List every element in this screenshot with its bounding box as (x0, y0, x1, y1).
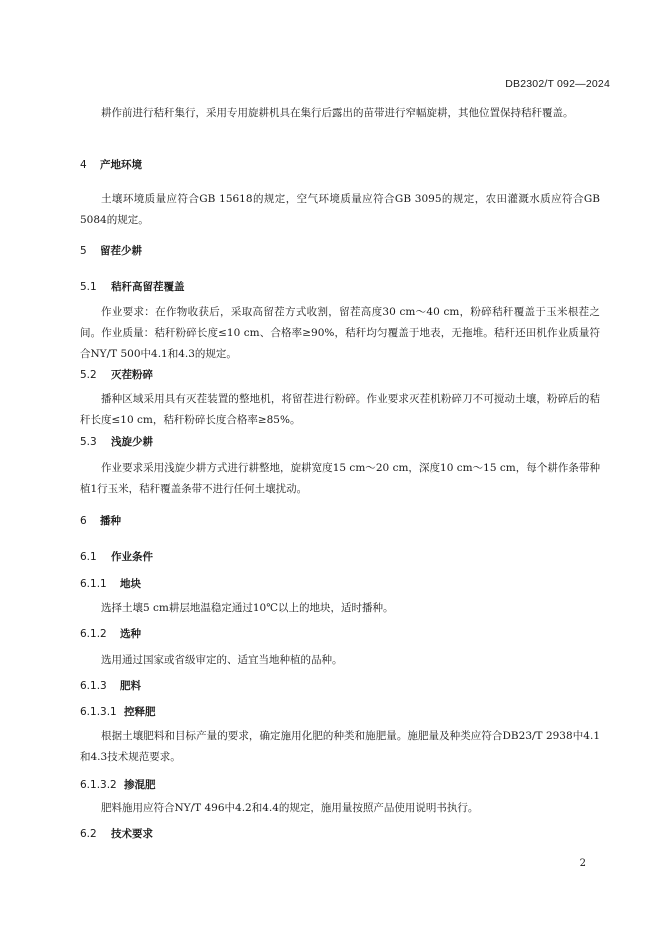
subsection-heading (80, 626, 600, 642)
section-title: 作业条件 (111, 551, 153, 563)
subsection-heading (80, 777, 600, 793)
section-number: 6.1 (80, 551, 97, 563)
section-heading (80, 513, 600, 529)
section-number: 6 (80, 515, 87, 527)
section-number: 6.1.1 (80, 578, 107, 590)
subsection-heading (80, 367, 600, 383)
subsection-heading (80, 678, 600, 694)
section-number: 6.1.2 (80, 628, 107, 640)
paragraph: 作业要求：在作物收获后，采取高留茬方式收割，留茬高度30 cm～40 cm，粉碎秸秆覆盖于玉米根茬之间。作业质量：秸秆粉碎长度≤10 cm、合格率≥90%，秸秆均匀覆盖于地表，无拖堆。秸秆还田机作业质量符合NY/T 500中4.1和4.3的规定。 (80, 306, 600, 360)
section-title: 地块 (120, 578, 141, 590)
paragraph: 耕作前进行秸秆集行，采用专用旋耕机具在集行后露出的苗带进行窄幅旋耕，其他位置保持秸秆覆盖。 (101, 107, 574, 119)
paragraph: 根据土壤肥料和目标产量的要求，确定施用化肥的种类和施肥量。施肥量及种类应符合DB23/T 2938中4.1和4.3技术规范要求。 (80, 730, 600, 763)
section-title: 选种 (120, 628, 141, 640)
paragraph: 播种区域采用具有灭茬装置的整地机，将留茬进行粉碎。作业要求灭茬机粉碎刀不可搅动土壤，粉碎后的秸秆长度≤10 cm，秸秆粉碎长度合格率≥85%。 (80, 393, 600, 426)
paragraph: 选用通过国家或省级审定的、适宜当地种植的品种。 (101, 654, 343, 666)
section-title: 浅旋少耕 (111, 436, 153, 448)
section-title: 播种 (100, 515, 121, 527)
paragraph: 选择土壤5 cm耕层地温稳定通过10℃以上的地块，适时播种。 (101, 602, 394, 614)
section-title: 控释肥 (124, 706, 156, 718)
subsection-heading (80, 704, 600, 720)
subsection-heading (80, 279, 600, 295)
section-number: 5.1 (80, 281, 97, 293)
paragraph: 土壤环境质量应符合GB 15618的规定，空气环境质量应符合GB 3095的规定，农田灌溉水质应符合GB 5084的规定。 (80, 193, 600, 226)
section-title: 掺混肥 (124, 779, 156, 791)
section-number: 6.2 (80, 828, 97, 840)
paragraph: 作业要求采用浅旋少耕方式进行耕整地，旋耕宽度15 cm～20 cm，深度10 cm～15 cm，每个耕作条带种植1行玉米，秸秆覆盖条带不进行任何土壤扰动。 (80, 462, 600, 495)
section-number: 6.1.3 (80, 680, 107, 692)
document-code: DB2302/T 092—2024 (505, 78, 610, 90)
section-number: 5.2 (80, 369, 97, 381)
section-title: 产地环境 (100, 159, 142, 171)
subsection-heading (80, 549, 600, 565)
subsection-heading (80, 576, 600, 592)
section-number: 4 (80, 159, 87, 171)
section-number: 6.1.3.1 (80, 706, 117, 718)
section-title: 灭茬粉碎 (111, 369, 153, 381)
section-number: 5 (80, 245, 87, 257)
subsection-heading (80, 826, 600, 842)
section-number: 6.1.3.2 (80, 779, 117, 791)
page-number: 2 (579, 858, 586, 869)
subsection-heading (80, 434, 600, 450)
section-heading (80, 243, 600, 259)
section-heading (80, 157, 600, 173)
section-title: 肥料 (120, 680, 141, 692)
section-title: 技术要求 (111, 828, 153, 840)
section-number: 5.3 (80, 436, 97, 448)
section-title: 留茬少耕 (100, 245, 142, 257)
section-title: 秸秆高留茬覆盖 (111, 281, 185, 293)
paragraph: 肥料施用应符合NY/T 496中4.2和4.4的规定，施用量按照产品使用说明书执行。 (101, 802, 479, 814)
